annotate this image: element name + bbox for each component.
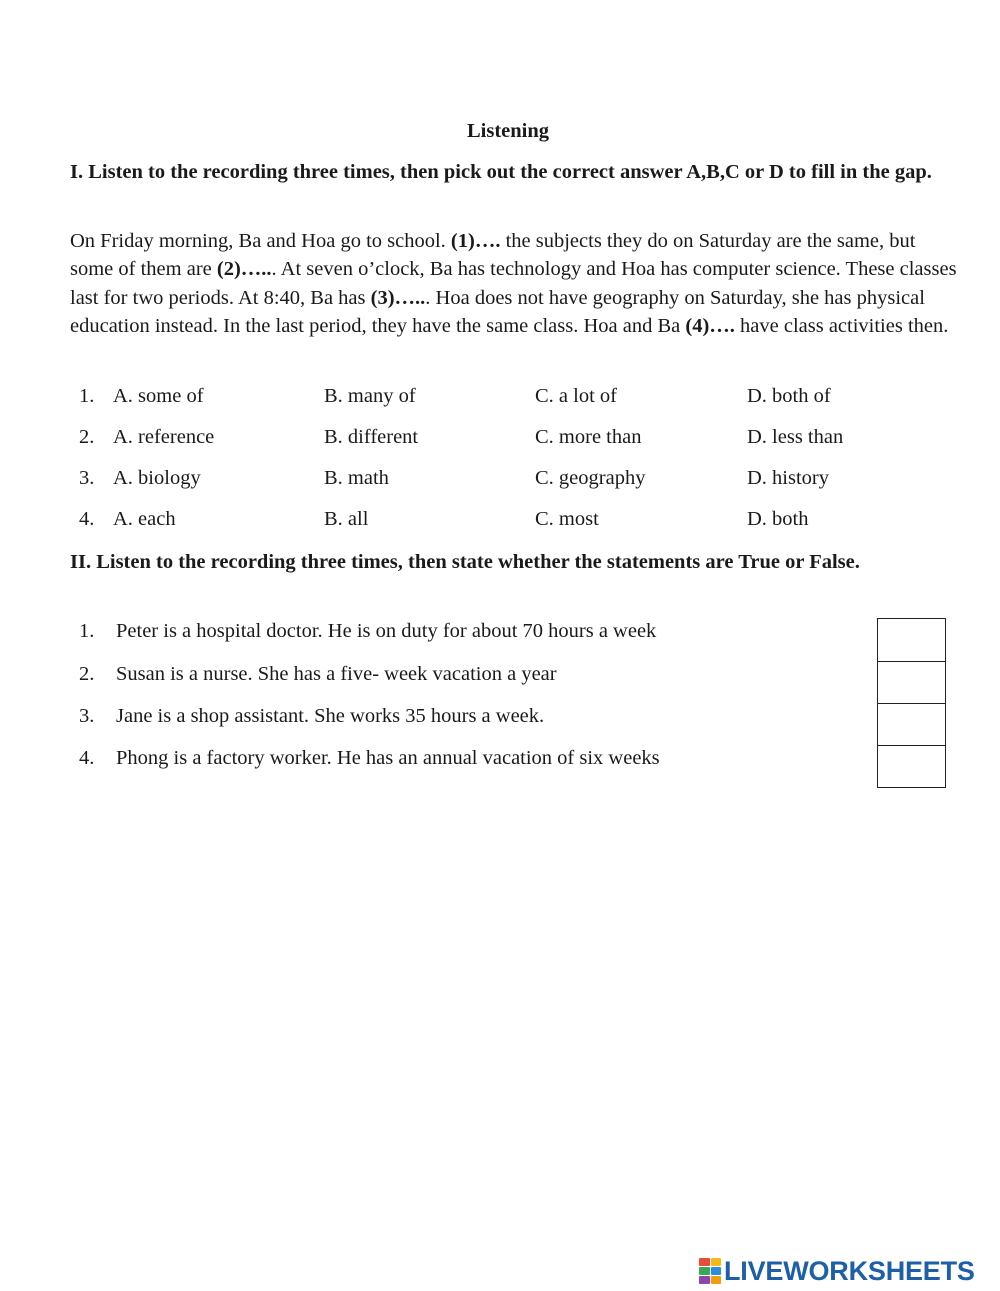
page-title: Listening: [466, 120, 550, 142]
question-row: [0, 382, 1000, 410]
passage-text: have class activities then.: [734, 315, 949, 338]
question-number: 4.: [79, 508, 95, 530]
logo-tile: [711, 1276, 722, 1284]
question-row: [0, 464, 1000, 492]
statement-row: [0, 744, 870, 772]
logo-tile: [699, 1267, 710, 1275]
logo-tile: [699, 1258, 710, 1266]
statement-number: 1.: [79, 620, 95, 642]
passage-text: . At seven o’clock, Ba has technology and Hoa has computer science. These classes last for two periods. At 8:40, Ba has: [70, 258, 957, 309]
answer-box[interactable]: [877, 661, 946, 704]
statement-number: 3.: [79, 705, 95, 727]
answer-box[interactable]: [877, 618, 946, 662]
passage-text: On Friday morning, Ba and Hoa go to school.: [70, 230, 451, 252]
question-number: 3.: [79, 467, 95, 489]
section-1-heading: I. Listen to the recording three times, then pick out the correct answer A,B,C or D to fill in the gap.: [70, 161, 932, 183]
question-row: [0, 423, 1000, 451]
option-b[interactable]: B. many of: [324, 385, 416, 407]
logo-tile: [711, 1258, 722, 1266]
option-a[interactable]: A. each: [113, 508, 176, 530]
passage-text: the subjects they do on Saturday are the same, but some of them are: [70, 230, 916, 281]
option-c[interactable]: C. most: [535, 508, 599, 530]
option-a[interactable]: A. some of: [113, 385, 204, 407]
logo-tile: [711, 1267, 722, 1275]
option-d[interactable]: D. less than: [747, 426, 844, 448]
liveworksheets-logo: [699, 1256, 975, 1286]
gap-marker: (3)…..: [370, 286, 426, 309]
liveworksheets-logo-icon: [699, 1258, 721, 1284]
question-number: 1.: [79, 385, 95, 407]
option-b[interactable]: B. different: [324, 426, 419, 448]
statement-number: 4.: [79, 747, 95, 769]
logo-tile: [699, 1276, 710, 1284]
statement-row: [0, 702, 870, 730]
option-c[interactable]: C. more than: [535, 426, 642, 448]
option-a[interactable]: A. reference: [113, 426, 215, 448]
statement-number: 2.: [79, 663, 95, 685]
option-d[interactable]: D. history: [747, 467, 829, 489]
option-a[interactable]: A. biology: [113, 467, 201, 489]
option-b[interactable]: B. all: [324, 508, 369, 530]
option-d[interactable]: D. both of: [747, 385, 831, 407]
statement-text: Phong is a factory worker. He has an annual vacation of six weeks: [116, 747, 660, 769]
question-number: 2.: [79, 426, 95, 448]
statement-row: [0, 617, 870, 645]
gap-marker: (1)….: [450, 230, 501, 252]
statement-row: [0, 660, 870, 688]
option-c[interactable]: C. geography: [535, 467, 646, 489]
statement-text: Susan is a nurse. She has a five- week vacation a year: [116, 663, 557, 685]
logo-text: LIVEWORKSHEETS: [724, 1256, 975, 1286]
statement-text: Peter is a hospital doctor. He is on duty for about 70 hours a week: [116, 620, 657, 642]
section-2-heading: II. Listen to the recording three times, then state whether the statements are True or False.: [70, 551, 860, 573]
answer-box[interactable]: [877, 745, 946, 788]
statement-text: Jane is a shop assistant. She works 35 hours a week.: [116, 705, 545, 727]
gap-fill-passage: [70, 227, 960, 341]
question-row: [0, 505, 1000, 533]
passage-text: . Hoa does not have geography on Saturday, she has physical education instead. In the last period, they have the same class. Hoa and Ba: [70, 286, 925, 338]
gap-marker: (2)…..: [216, 258, 272, 281]
option-b[interactable]: B. math: [324, 467, 389, 489]
option-c[interactable]: C. a lot of: [535, 385, 617, 407]
answer-box[interactable]: [877, 703, 946, 746]
option-d[interactable]: D. both: [747, 508, 809, 530]
gap-marker: (4)….: [685, 315, 735, 338]
